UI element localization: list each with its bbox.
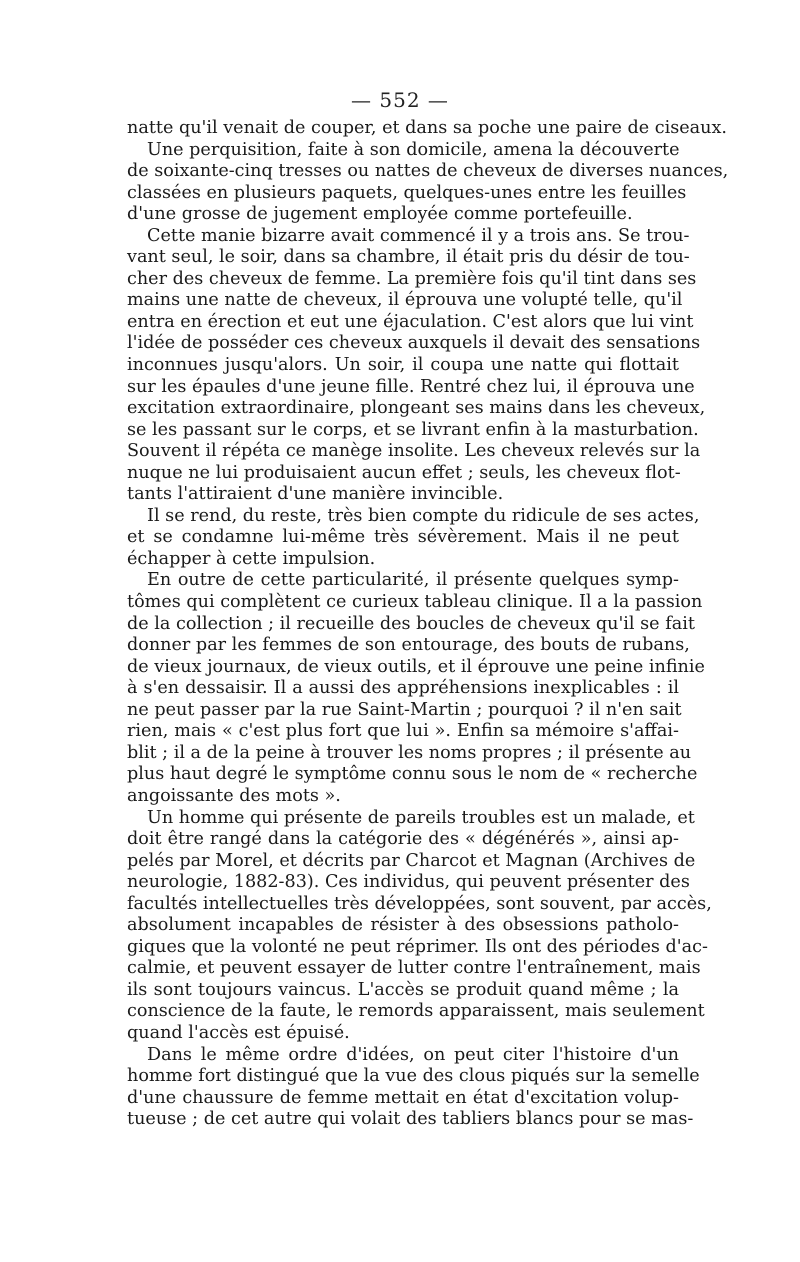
text-line: sur les épaules d'une jeune fille. Rentré chez lui, il éprouva une: [127, 376, 695, 397]
text-line: calmie, et peuvent essayer de lutter contre l'entraînement, mais: [127, 958, 701, 979]
text-line: En outre de cette particularité, il présente quelques symp-: [147, 570, 679, 591]
text-line: l'idée de posséder ces cheveux auxquels il devait des sensations: [127, 333, 701, 354]
text-line: tueuse ; de cet autre qui volait des tabliers blancs pour se mas-: [127, 1109, 694, 1130]
text-line: facultés intellectuelles très développées, sont souvent, par accès,: [127, 893, 712, 914]
text-line: à s'en dessaisir. Il a aussi des appréhensions inexplicables : il: [127, 678, 679, 699]
text-line: giques que la volonté ne peut réprimer. Ils ont des périodes d'ac-: [127, 936, 708, 957]
text-line: et se condamne lui-même très sévèrement. Mais il ne peut: [127, 527, 679, 548]
text-line: angoissante des mots ».: [127, 785, 341, 806]
text-line: conscience de la faute, le remords apparaissent, mais seulement: [127, 1001, 705, 1022]
text-line: tômes qui complètent ce curieux tableau clinique. Il a la passion: [127, 592, 703, 613]
text-line: Il se rend, du reste, très bien compte du ridicule de ses actes,: [147, 505, 700, 526]
text-line: natte qu'il venait de couper, et dans sa poche une paire de ciseaux.: [127, 118, 727, 138]
text-line: ne peut passer par la rue Saint-Martin ; pourquoi ? il n'en sait: [127, 699, 682, 720]
text-line: de vieux journaux, de vieux outils, et il éprouve une peine infinie: [127, 656, 705, 677]
text-line: rien, mais « c'est plus fort que lui ». Enfin sa mémoire s'affai-: [127, 721, 679, 742]
text-line: plus haut degré le symptôme connu sous le nom de « recherche: [127, 764, 698, 785]
text-line: cher des cheveux de femme. La première fois qu'il tint dans ses: [127, 268, 697, 289]
text-line: blit ; il a de la peine à trouver les noms propres ; il présente au: [127, 742, 692, 763]
text-line: inconnues jusqu'alors. Un soir, il coupa une natte qui flottait: [127, 355, 679, 376]
text-line: pelés par Morel, et décrits par Charcot et Magnan (Archives de: [127, 850, 696, 871]
text-line: de la collection ; il recueille des boucles de cheveux qu'il se fait: [127, 613, 695, 634]
text-line: absolument incapables de résister à des obsessions patholo-: [127, 915, 679, 936]
text-line: se les passant sur le corps, et se livrant enfin à la masturbation.: [127, 419, 699, 440]
text-line: vant seul, le soir, dans sa chambre, il était pris du désir de tou-: [127, 247, 690, 268]
text-line: Souvent il répéta ce manège insolite. Les cheveux relevés sur la: [127, 441, 701, 462]
body-text: [127, 118, 729, 1131]
text-line: Dans le même ordre d'idées, on peut citer l'histoire d'un: [147, 1044, 679, 1065]
text-line: homme fort distingué que la vue des clous piqués sur la semelle: [127, 1066, 700, 1087]
text-line: classées en plusieurs paquets, quelques-unes entre les feuilles: [127, 182, 687, 203]
text-line: quand l'accès est épuisé.: [127, 1022, 350, 1043]
text-line: échapper à cette impulsion.: [127, 548, 376, 569]
text-line: doit être rangé dans la catégorie des « dégénérés », ainsi ap-: [127, 829, 679, 850]
text-line: tants l'attiraient d'une manière invincible.: [127, 484, 504, 505]
text-line: de soixante-cinq tresses ou nattes de cheveux de diverses nuances,: [127, 161, 729, 182]
text-line: nuque ne lui produisaient aucun effet ; seuls, les cheveux flot-: [127, 462, 681, 483]
text-line: donner par les femmes de son entourage, des bouts de rubans,: [127, 635, 690, 656]
text-line: d'une grosse de jugement employée comme portefeuille.: [127, 204, 633, 225]
text-line: Une perquisition, faite à son domicile, amena la découverte: [147, 139, 680, 160]
text-line: neurologie, 1882-83). Ces individus, qui peuvent présenter des: [127, 872, 690, 893]
text-line: mains une natte de cheveux, il éprouva une volupté telle, qu'il: [127, 290, 683, 311]
text-line: ils sont toujours vaincus. L'accès se produit quand même ; la: [127, 979, 679, 1000]
page-number: — 552 —: [351, 88, 449, 112]
text-line: excitation extraordinaire, plongeant ses mains dans les cheveux,: [127, 398, 706, 419]
text-line: Un homme qui présente de pareils troubles est un malade, et: [147, 807, 695, 828]
text-line: entra en érection et eut une éjaculation. C'est alors que lui vint: [127, 311, 694, 332]
text-line: Cette manie bizarre avait commencé il y a trois ans. Se trou-: [147, 225, 690, 246]
text-line: d'une chaussure de femme mettait en état d'excitation volup-: [127, 1087, 679, 1108]
